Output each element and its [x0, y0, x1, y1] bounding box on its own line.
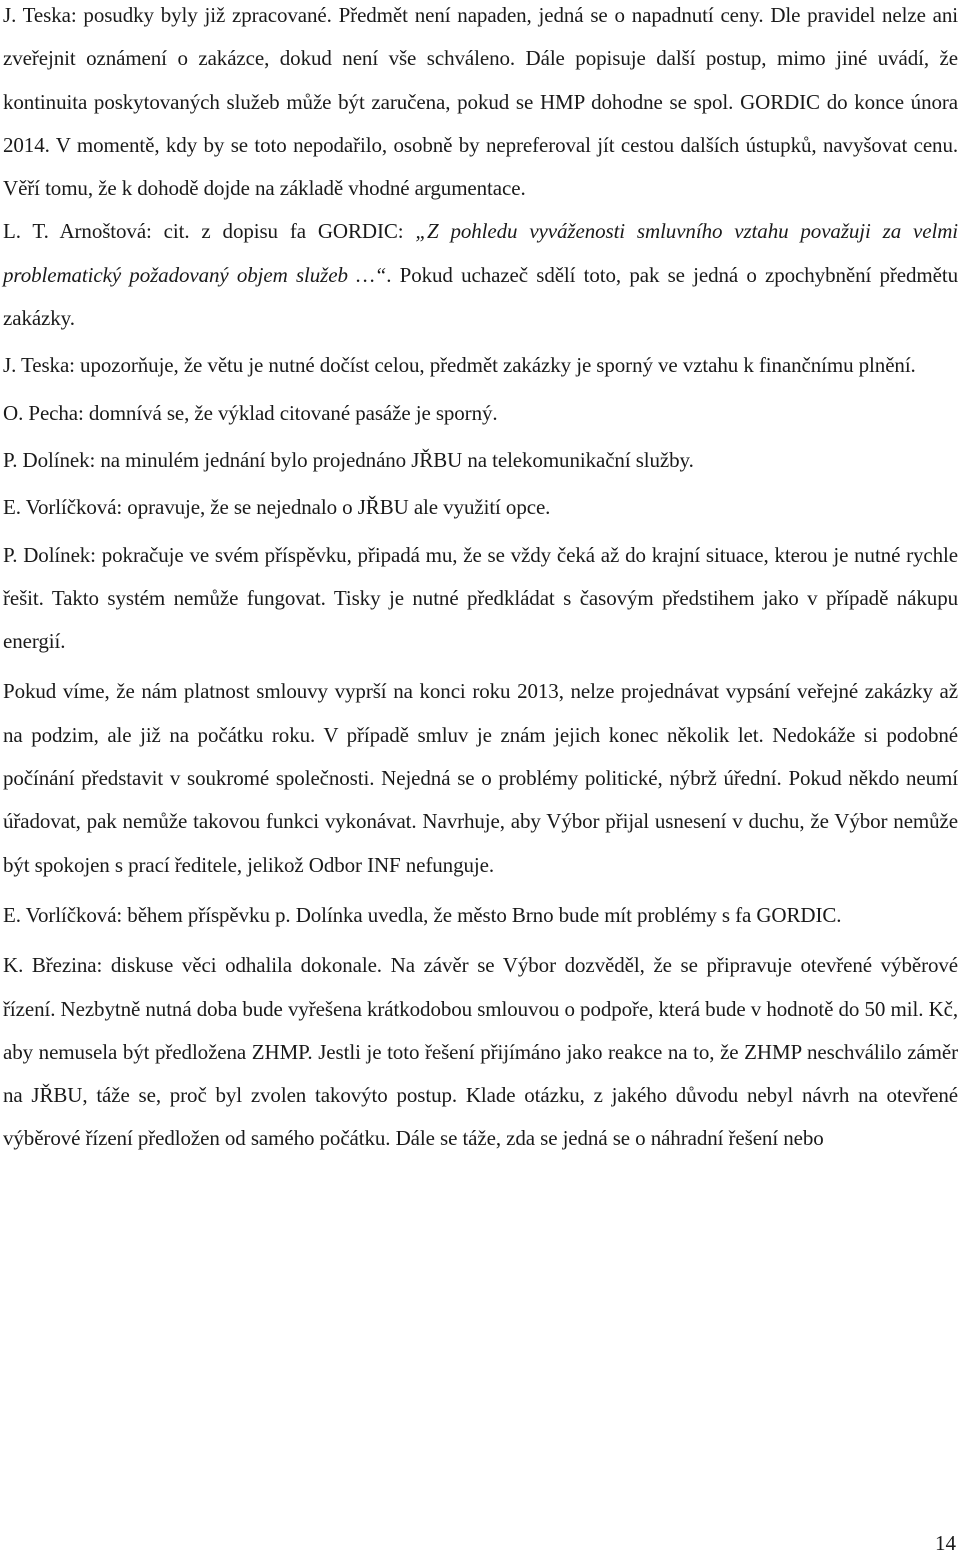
paragraph-arnostova: [3, 210, 958, 340]
page-number: 14: [935, 1531, 956, 1555]
paragraph-dolinek-3: Pokud víme, že nám platnost smlouvy vyprší na konci roku 2013, nelze projednávat vypsání veřejné zakázky až na podzim, ale již na počátku roku. V případě smluv je znám jejich konec několik let. Nedokáže si podobné počínání představit v soukromé společnosti. Nejedná se o problémy politické, nýbrž úřední. Pokud někdo neumí úřadovat, pak nemůže takovou funkci vykonávat. Navrhuje, aby Výbor přijal usnesení v duchu, že Výbor nemůže být spokojen s prací ředitele, jelikož Odbor INF nefunguje.: [3, 679, 958, 877]
document-body: [3, 0, 958, 1161]
paragraph-dolinek-1: P. Dolínek: na minulém jednání bylo projednáno JŘBU na telekomunikační služby.: [3, 447, 694, 472]
paragraph-arnostova-intro: L. T. Arnoštová: cit. z dopisu fa GORDIC:: [3, 219, 416, 244]
paragraph-teska-2: J. Teska: upozorňuje, že větu je nutné dočíst celou, předmět zakázky je sporný ve vztahu k finančnímu plnění.: [3, 353, 916, 378]
gordic-letter-quote: „Z pohledu vyváženosti smluvního vztahu považuji za velmi problematický požadovaný objem služeb …“: [3, 219, 959, 287]
paragraph-dolinek-2: P. Dolínek: pokračuje ve svém příspěvku, připadá mu, že se vždy čeká až do krajní situace, kterou je nutné rychle řešit. Takto systém nemůže fungovat. Tisky je nutné předkládat s časovým předstihem jako v případě nákupu energií.: [3, 542, 958, 654]
paragraph-vorlickova-2: E. Vorlíčková: během příspěvku p. Dolínka uvedla, že město Brno bude mít problémy s fa GORDIC.: [3, 902, 842, 927]
paragraph-brezina: K. Březina: diskuse věci odhalila dokonale. Na závěr se Výbor dozvěděl, že se připravuje otevřené výběrové řízení. Nezbytně nutná doba bude vyřešena krátkodobou smlouvou o podpoře, která bude v hodnotě do 50 mil. Kč, aby nemusela být předložena ZHMP. Jestli je toto řešení přijímáno jako reakce na to, že ZHMP neschválilo záměr na JŘBU, táže se, proč byl zvolen takovýto postup. Klade otázku, z jakého důvodu nebyl návrh na otevřené výběrové řízení předložen od samého počátku. Dále se táže, zda se jedná se o náhradní řešení nebo: [3, 953, 958, 1151]
paragraph-pecha: O. Pecha: domnívá se, že výklad citované pasáže je sporný.: [3, 400, 498, 425]
paragraph-teska-1: J. Teska: posudky byly již zpracované. Předmět není napaden, jedná se o napadnutí ceny. Dle pravidel nelze ani zveřejnit oznámení o zakázce, dokud není vše schváleno. Dále popisuje další postup, mimo jiné uvádí, že kontinuita poskytovaných služeb může být zaručena, pokud se HMP dohodne se spol. GORDIC do konce února 2014. V momentě, kdy by se toto nepodařilo, osobně by nepreferoval jít cestou dalších ústupků, navyšovat cenu. Věří tomu, že k dohodě dojde na základě vhodné argumentace.: [3, 3, 958, 201]
paragraph-vorlickova-1: E. Vorlíčková: opravuje, že se nejednalo o JŘBU ale využití opce.: [3, 495, 551, 520]
paragraph-arnostova-rest: . Pokud uchazeč sdělí toto, pak se jedná o zpochybnění předmětu zakázky.: [3, 262, 958, 331]
